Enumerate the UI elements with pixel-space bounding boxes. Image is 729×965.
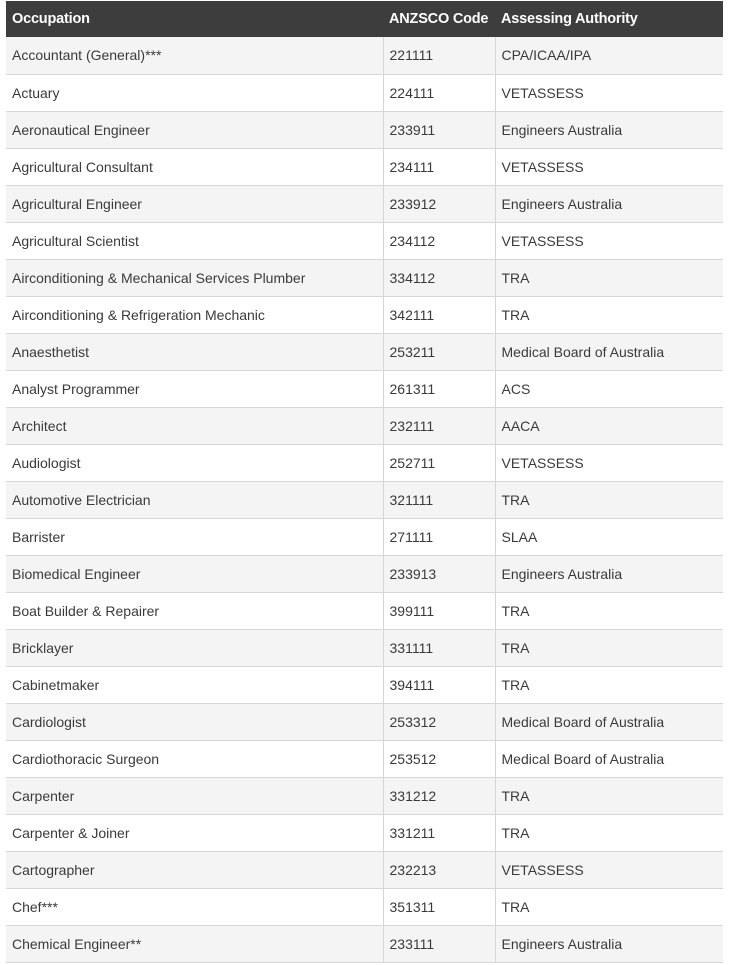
occupation-cell: Actuary xyxy=(6,74,383,111)
occupation-table xyxy=(6,1,723,963)
anzsco-code-cell: 394111 xyxy=(383,666,495,703)
occupation-cell: Anaesthetist xyxy=(6,333,383,370)
table-row xyxy=(6,740,723,777)
assessing-authority-cell: VETASSESS xyxy=(495,74,723,111)
occupation-cell: Boat Builder & Repairer xyxy=(6,592,383,629)
assessing-authority-cell: Medical Board of Australia xyxy=(495,740,723,777)
table-row xyxy=(6,555,723,592)
anzsco-code-cell: 399111 xyxy=(383,592,495,629)
assessing-authority-cell: TRA xyxy=(495,592,723,629)
column-header-occupation: Occupation xyxy=(12,11,90,27)
table-row xyxy=(6,333,723,370)
anzsco-code-cell: 321111 xyxy=(383,481,495,518)
table-row xyxy=(6,444,723,481)
occupation-cell: Architect xyxy=(6,407,383,444)
table-row xyxy=(6,222,723,259)
table-row xyxy=(6,666,723,703)
anzsco-code-cell: 331211 xyxy=(383,814,495,851)
assessing-authority-cell: Engineers Australia xyxy=(495,111,723,148)
occupation-cell: Cardiologist xyxy=(6,703,383,740)
anzsco-code-cell: 271111 xyxy=(383,518,495,555)
assessing-authority-cell: TRA xyxy=(495,481,723,518)
anzsco-code-cell: 253312 xyxy=(383,703,495,740)
column-header-anzsco-code: ANZSCO Code xyxy=(389,11,489,27)
assessing-authority-cell: Engineers Australia xyxy=(495,555,723,592)
assessing-authority-cell: VETASSESS xyxy=(495,148,723,185)
occupation-cell: Accountant (General)*** xyxy=(6,37,383,74)
table-row xyxy=(6,777,723,814)
anzsco-code-cell: 331212 xyxy=(383,777,495,814)
occupation-cell: Barrister xyxy=(6,518,383,555)
anzsco-code-cell: 233111 xyxy=(383,925,495,962)
table-header xyxy=(6,1,723,37)
assessing-authority-cell: Engineers Australia xyxy=(495,185,723,222)
occupation-cell: Agricultural Scientist xyxy=(6,222,383,259)
assessing-authority-cell: TRA xyxy=(495,888,723,925)
assessing-authority-cell: Engineers Australia xyxy=(495,925,723,962)
table-row xyxy=(6,37,723,74)
occupation-cell: Automotive Electrician xyxy=(6,481,383,518)
occupation-cell: Agricultural Engineer xyxy=(6,185,383,222)
occupation-cell: Agricultural Consultant xyxy=(6,148,383,185)
assessing-authority-cell: TRA xyxy=(495,666,723,703)
anzsco-code-cell: 232111 xyxy=(383,407,495,444)
assessing-authority-cell: VETASSESS xyxy=(495,851,723,888)
occupation-cell: Aeronautical Engineer xyxy=(6,111,383,148)
table-row xyxy=(6,888,723,925)
anzsco-code-cell: 224111 xyxy=(383,74,495,111)
table-row xyxy=(6,592,723,629)
occupation-cell: Cartographer xyxy=(6,851,383,888)
column-header-assessing-authority: Assessing Authority xyxy=(501,11,638,27)
occupation-cell: Analyst Programmer xyxy=(6,370,383,407)
occupation-cell: Carpenter & Joiner xyxy=(6,814,383,851)
table-row xyxy=(6,185,723,222)
assessing-authority-cell: TRA xyxy=(495,629,723,666)
assessing-authority-cell: Medical Board of Australia xyxy=(495,333,723,370)
assessing-authority-cell: VETASSESS xyxy=(495,444,723,481)
table-row xyxy=(6,111,723,148)
occupation-cell: Cardiothoracic Surgeon xyxy=(6,740,383,777)
assessing-authority-cell: VETASSESS xyxy=(495,222,723,259)
anzsco-code-cell: 253512 xyxy=(383,740,495,777)
occupation-cell: Airconditioning & Refrigeration Mechanic xyxy=(6,296,383,333)
table-row xyxy=(6,370,723,407)
anzsco-code-cell: 253211 xyxy=(383,333,495,370)
table-row xyxy=(6,925,723,962)
table-row xyxy=(6,74,723,111)
assessing-authority-cell: TRA xyxy=(495,814,723,851)
assessing-authority-cell: ACS xyxy=(495,370,723,407)
assessing-authority-cell: TRA xyxy=(495,259,723,296)
occupation-cell: Carpenter xyxy=(6,777,383,814)
anzsco-code-cell: 261311 xyxy=(383,370,495,407)
header-row xyxy=(6,1,723,37)
anzsco-code-cell: 234112 xyxy=(383,222,495,259)
occupation-cell: Biomedical Engineer xyxy=(6,555,383,592)
anzsco-code-cell: 233911 xyxy=(383,111,495,148)
table-row xyxy=(6,296,723,333)
table-row xyxy=(6,851,723,888)
occupation-table-container xyxy=(6,1,723,963)
occupation-cell: Audiologist xyxy=(6,444,383,481)
anzsco-code-cell: 342111 xyxy=(383,296,495,333)
table-row xyxy=(6,814,723,851)
table-row xyxy=(6,148,723,185)
anzsco-code-cell: 334112 xyxy=(383,259,495,296)
anzsco-code-cell: 351311 xyxy=(383,888,495,925)
anzsco-code-cell: 234111 xyxy=(383,148,495,185)
anzsco-code-cell: 233912 xyxy=(383,185,495,222)
anzsco-code-cell: 221111 xyxy=(383,37,495,74)
occupation-cell: Chef*** xyxy=(6,888,383,925)
anzsco-code-cell: 331111 xyxy=(383,629,495,666)
occupation-cell: Chemical Engineer** xyxy=(6,925,383,962)
occupation-cell: Airconditioning & Mechanical Services Plumber xyxy=(6,259,383,296)
table-row xyxy=(6,259,723,296)
table-body xyxy=(6,37,723,962)
table-row xyxy=(6,407,723,444)
occupation-cell: Cabinetmaker xyxy=(6,666,383,703)
anzsco-code-cell: 233913 xyxy=(383,555,495,592)
assessing-authority-cell: CPA/ICAA/IPA xyxy=(495,37,723,74)
table-row xyxy=(6,629,723,666)
assessing-authority-cell: AACA xyxy=(495,407,723,444)
table-row xyxy=(6,518,723,555)
table-row xyxy=(6,481,723,518)
assessing-authority-cell: TRA xyxy=(495,777,723,814)
assessing-authority-cell: TRA xyxy=(495,296,723,333)
assessing-authority-cell: SLAA xyxy=(495,518,723,555)
occupation-cell: Bricklayer xyxy=(6,629,383,666)
assessing-authority-cell: Medical Board of Australia xyxy=(495,703,723,740)
table-row xyxy=(6,703,723,740)
anzsco-code-cell: 252711 xyxy=(383,444,495,481)
anzsco-code-cell: 232213 xyxy=(383,851,495,888)
